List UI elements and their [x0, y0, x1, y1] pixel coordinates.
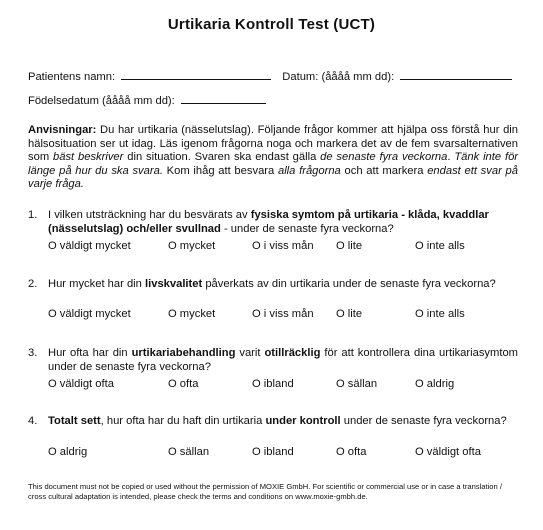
- question-text-part: Hur mycket har din: [48, 278, 145, 290]
- option-radio[interactable]: O sällan: [336, 378, 378, 390]
- question-text-bold: urtikariabehandling: [131, 347, 236, 359]
- instructions-heading: Anvisningar:: [28, 124, 97, 136]
- patient-name-field[interactable]: [121, 68, 271, 80]
- option-radio[interactable]: O väldigt ofta: [415, 446, 481, 458]
- option-radio[interactable]: O lite: [336, 308, 363, 320]
- option-radio[interactable]: O aldrig: [415, 378, 455, 390]
- option-radio[interactable]: O mycket: [168, 240, 216, 252]
- question-text: [48, 278, 518, 292]
- question-text-part: för att kontrollera dina urtikariasymtom under de senaste fyra veckorna?: [48, 347, 518, 373]
- instructions-text: Kom ihåg att besvara: [162, 164, 278, 177]
- birthdate-label: Födelsedatum (åååå mm dd):: [28, 95, 175, 107]
- question-1-options: [48, 240, 518, 254]
- option-radio[interactable]: O väldigt ofta: [48, 378, 114, 390]
- question-2-options: [48, 308, 518, 322]
- instructions-emphasis: bäst beskriver: [53, 151, 124, 163]
- option-radio[interactable]: O ibland: [252, 446, 294, 458]
- option-radio[interactable]: O sällan: [168, 446, 210, 458]
- option-radio[interactable]: O väldigt mycket: [48, 240, 131, 252]
- instructions-paragraph: [28, 124, 518, 192]
- question-text-part: under de senaste fyra veckorna?: [340, 415, 507, 427]
- patient-name-label: Patientens namn:: [28, 71, 116, 83]
- question-text-bold: under kontroll: [265, 415, 341, 427]
- instructions-text: din situation. Svaren ska endast gälla: [123, 151, 321, 163]
- copyright-footer: This document must not be copied or used without the permission of MOXIE GmbH. For scientific or commercial use or in case a translation / cross cultural adaptation is intended, please check the terms and conditions on www.moxie-gmbh.de.: [28, 482, 502, 501]
- option-radio[interactable]: O aldrig: [48, 446, 88, 458]
- instructions-emphasis: endast ett svar på varje fråga.: [28, 164, 518, 190]
- question-text-bold: fysiska symtom på urtikaria - klåda, kvaddlar (nässelutslag) och/eller svullnad: [48, 209, 489, 235]
- question-text-bold: Totalt sett: [48, 415, 101, 427]
- question-number: 1.: [28, 209, 38, 221]
- question-text-part: - under de senaste fyra veckorna?: [220, 222, 394, 235]
- question-3-options: [48, 378, 518, 392]
- patient-info-row: [28, 68, 512, 83]
- question-4: [28, 415, 518, 429]
- question-2: [28, 278, 518, 292]
- question-text-part: , hur ofta har du haft din urtikaria: [100, 415, 266, 427]
- question-text-bold: otillräcklig: [264, 347, 321, 359]
- instructions-text: .: [447, 151, 455, 163]
- option-radio[interactable]: O ofta: [336, 446, 367, 458]
- question-number: 4.: [28, 415, 38, 427]
- birthdate-field[interactable]: [181, 92, 266, 104]
- date-label: Datum: (åååå mm dd):: [282, 71, 395, 83]
- date-field[interactable]: [400, 68, 512, 80]
- instructions-emphasis: Tänk inte för länge på hur du ska svara.: [28, 151, 519, 177]
- question-1: [28, 209, 518, 236]
- instructions-text: och att markera: [340, 164, 428, 177]
- question-text: [48, 347, 518, 374]
- option-radio[interactable]: O ofta: [168, 378, 199, 390]
- question-3: [28, 347, 518, 374]
- question-4-options: [48, 446, 518, 460]
- option-radio[interactable]: O inte alls: [415, 240, 465, 252]
- question-text-part: påverkats av din urtikaria under de senaste fyra veckorna?: [202, 278, 496, 290]
- page-title: Urtikaria Kontroll Test (UCT): [167, 16, 376, 33]
- instructions-emphasis: de senaste fyra veckorna: [320, 151, 448, 163]
- question-number: 3.: [28, 347, 38, 359]
- option-radio[interactable]: O lite: [336, 240, 363, 252]
- birthdate-row: [28, 92, 266, 107]
- question-text-part: Hur ofta har din: [48, 347, 132, 359]
- option-radio[interactable]: O mycket: [168, 308, 216, 320]
- option-radio[interactable]: O i viss mån: [252, 308, 314, 320]
- option-radio[interactable]: O i viss mån: [252, 240, 314, 252]
- option-radio[interactable]: O ibland: [252, 378, 294, 390]
- question-text: [48, 415, 518, 429]
- option-radio[interactable]: O väldigt mycket: [48, 308, 131, 320]
- instructions-text: Du har urtikaria (nässelutslag). Följande frågor kommer att hjälpa oss förstå hur din hälsosituation ser ut idag. Läs igenom frågorna noga och markera det av de fem svarsalternativen som: [28, 124, 518, 163]
- question-number: 2.: [28, 278, 38, 290]
- question-text-part: varit: [235, 347, 265, 359]
- question-text-part: I vilken utsträckning har du besvärats av: [48, 209, 251, 221]
- question-text: [48, 209, 518, 236]
- question-text-bold: livskvalitet: [145, 278, 203, 290]
- option-radio[interactable]: O inte alls: [415, 308, 465, 320]
- instructions-emphasis: alla frågorna: [277, 164, 341, 177]
